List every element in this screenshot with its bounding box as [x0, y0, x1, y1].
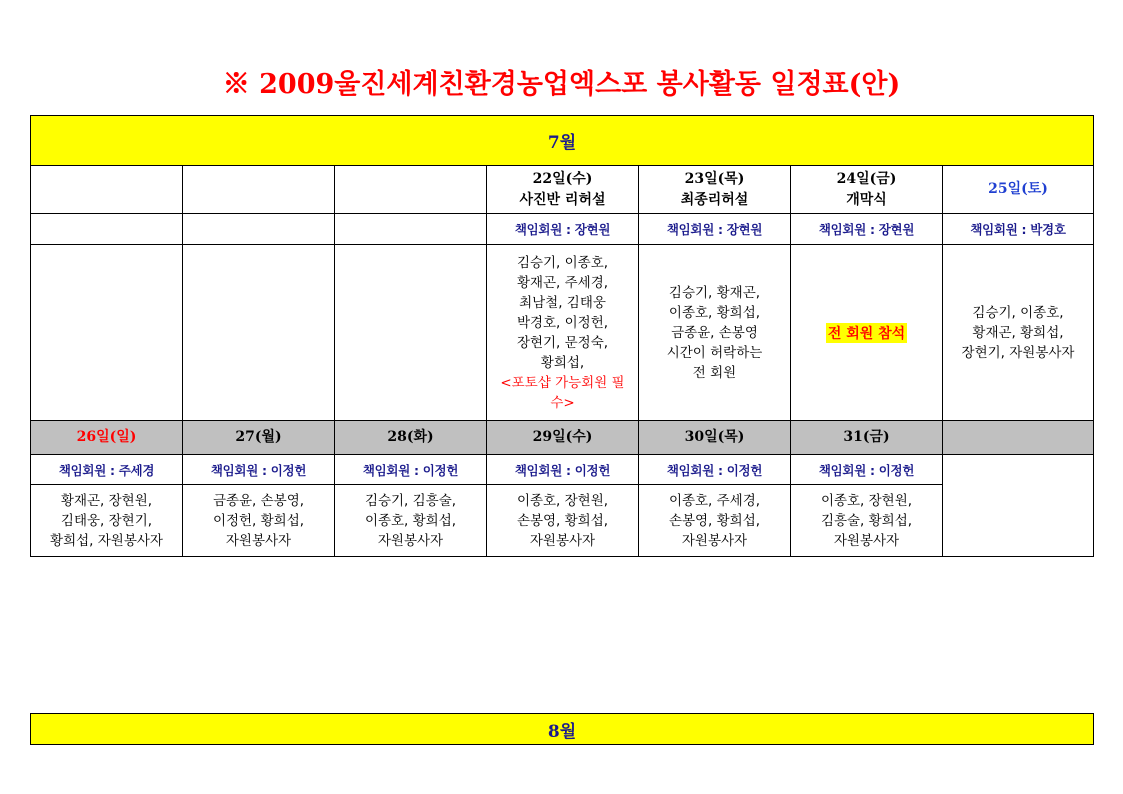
responsible-member: 책임회원 : 이정헌 [666, 462, 763, 478]
responsible-member: 책임회원 : 장현원 [666, 222, 763, 237]
w1-header-22 [487, 166, 639, 214]
day-header-24: 24일(금) 개막식 [836, 170, 897, 208]
member-list: 김승기, 황재곤, 이종호, 황희섭, 금종윤, 손봉영 시간이 허락하는 전 회원 [666, 284, 763, 381]
w1-members-22 [487, 245, 639, 421]
member-list: 금종윤, 손봉영, 이정헌, 황희섭, 자원봉사자 [212, 492, 305, 549]
w2-resp-29 [487, 455, 639, 485]
w2-resp-27 [183, 455, 335, 485]
w2-header-31 [791, 421, 943, 455]
w1-members-23 [639, 245, 791, 421]
member-list: 황재곤, 장현원, 김태웅, 장현기, 황희섭, 자원봉사자 [50, 492, 163, 549]
member-list: 이종호, 장현원, 김흥술, 황희섭, 자원봉사자 [820, 492, 913, 549]
w2-header-26 [31, 421, 183, 455]
w1-members-2 [183, 245, 335, 421]
responsible-member: 책임회원 : 이정헌 [818, 462, 915, 478]
w2-members-29 [487, 485, 639, 557]
member-list: 김승기, 김흥술, 이종호, 황희섭, 자원봉사자 [364, 492, 457, 549]
day-header-30: 30일(목) [684, 429, 745, 445]
w2-header-30 [639, 421, 791, 455]
w2-empty-merged [943, 455, 1094, 557]
w2-header-29 [487, 421, 639, 455]
day-header-26: 26일(일) [76, 429, 137, 445]
w2-header-empty [943, 421, 1094, 455]
schedule-week-1 [30, 165, 1094, 421]
w2-members-27 [183, 485, 335, 557]
month-banner-august [30, 713, 1094, 745]
w1-resp-25 [943, 214, 1094, 245]
responsible-member: 책임회원 : 이정헌 [362, 462, 459, 478]
w1-header-2 [183, 166, 335, 214]
photoshop-required-note: <포토샵 가능회원 필수> [500, 374, 625, 411]
day-header-31: 31(금) [843, 429, 890, 445]
w1-members-1 [31, 245, 183, 421]
responsible-member: 책임회원 : 주세경 [58, 462, 155, 478]
w1-header-3 [335, 166, 487, 214]
w1-resp-22 [487, 214, 639, 245]
day-header-25: 25일(토) [988, 181, 1048, 197]
responsible-member: 책임회원 : 박경호 [970, 222, 1066, 237]
day-header-23: 23일(목) 최종리허설 [680, 170, 749, 208]
responsible-member: 책임회원 : 장현원 [514, 222, 611, 237]
day-header-29: 29일(수) [532, 429, 593, 445]
day-header-27: 27(월) [235, 429, 282, 445]
w2-members-28 [335, 485, 487, 557]
member-list: 김승기, 이종호, 황재곤, 주세경, 최남철, 김태웅 박경호, 이정헌, 장현기, 문정숙, 황희섭, [516, 254, 609, 371]
w2-resp-30 [639, 455, 791, 485]
w1-resp-1 [31, 214, 183, 245]
member-list: 김승기, 이종호, 황재곤, 황희섭, 장현기, 자원봉사자 [961, 304, 1075, 361]
member-list: 이종호, 주세경, 손봉영, 황희섭, 자원봉사자 [668, 492, 761, 549]
day-header-28: 28(화) [387, 429, 434, 445]
responsible-member: 책임회원 : 이정헌 [514, 462, 611, 478]
month-label-july: 7월 [547, 133, 577, 153]
w1-resp-2 [183, 214, 335, 245]
month-banner-july [30, 115, 1094, 166]
w1-members-25 [943, 245, 1094, 421]
month-label-august: 8월 [547, 721, 577, 742]
w1-resp-24 [791, 214, 943, 245]
responsible-member: 책임회원 : 장현원 [818, 222, 915, 237]
w2-members-31 [791, 485, 943, 557]
w2-header-27 [183, 421, 335, 455]
w2-members-26 [31, 485, 183, 557]
w2-resp-31 [791, 455, 943, 485]
w1-resp-23 [639, 214, 791, 245]
w1-header-23 [639, 166, 791, 214]
w2-members-30 [639, 485, 791, 557]
responsible-member: 책임회원 : 이정헌 [210, 462, 307, 478]
w1-header-1 [31, 166, 183, 214]
w2-resp-28 [335, 455, 487, 485]
member-list: 이종호, 장현원, 손봉영, 황희섭, 자원봉사자 [516, 492, 609, 549]
all-members-note: 전 회원 참석 [826, 323, 907, 343]
w1-members-3 [335, 245, 487, 421]
w1-resp-3 [335, 214, 487, 245]
day-header-22: 22일(수) 사진반 리허설 [519, 170, 606, 208]
page-title: ※ 2009울진세계친환경농업엑스포 봉사활동 일정표(안) [222, 69, 901, 100]
w1-header-24 [791, 166, 943, 214]
w2-resp-26 [31, 455, 183, 485]
w2-header-28 [335, 421, 487, 455]
w1-header-25 [943, 166, 1094, 214]
schedule-week-2 [30, 420, 1094, 557]
w1-members-24 [791, 245, 943, 421]
